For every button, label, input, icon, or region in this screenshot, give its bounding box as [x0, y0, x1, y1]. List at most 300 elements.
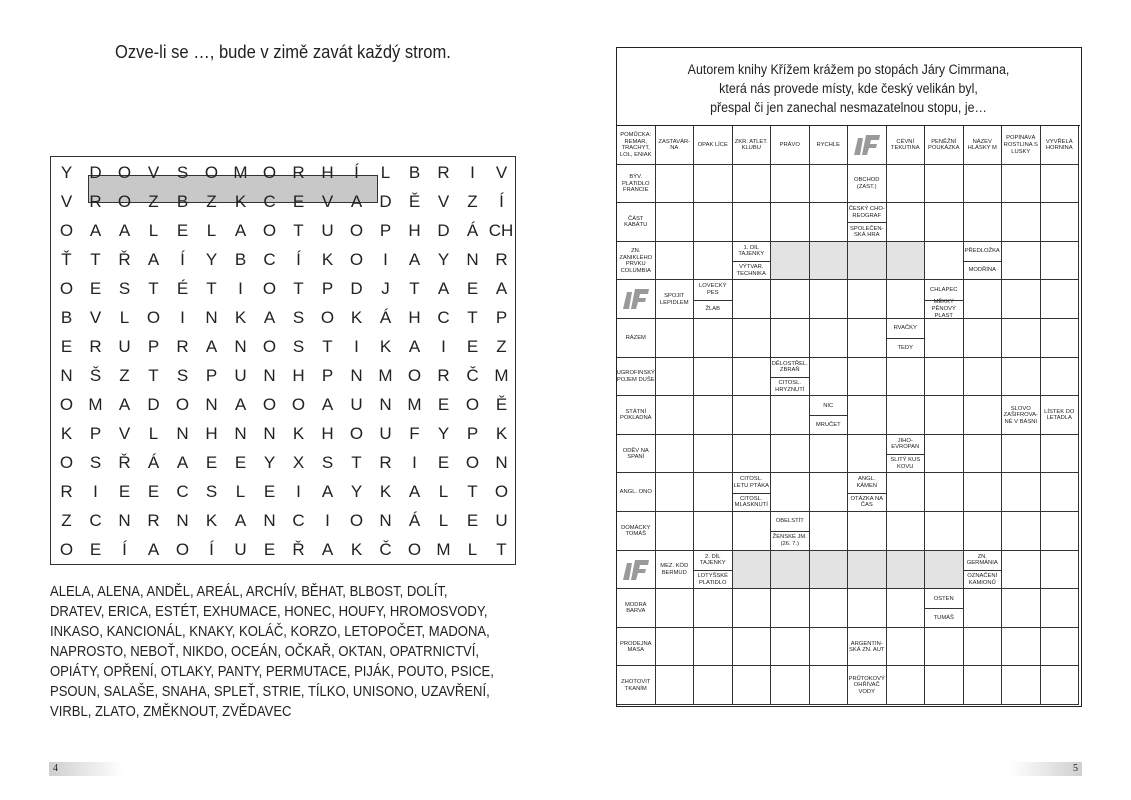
wordsearch-letter: L	[235, 482, 246, 501]
answer-cell[interactable]	[810, 512, 849, 551]
wordsearch-letter: F	[409, 424, 420, 443]
wordsearch-letter: A	[408, 250, 421, 269]
clue-text: CITOSL. HRYZNUTÍ	[775, 379, 805, 393]
clue-text: UGROFINSKÝ POJEM DUŠE	[616, 370, 655, 383]
answer-cell[interactable]	[1002, 473, 1041, 512]
wordsearch-letter: I	[325, 511, 330, 530]
answer-cell[interactable]	[771, 280, 810, 319]
answer-cell[interactable]	[694, 203, 733, 242]
answer-cell[interactable]	[925, 628, 964, 667]
answer-cell[interactable]	[694, 512, 733, 551]
answer-cell[interactable]	[925, 242, 964, 281]
clue-text: ZN. ZANIKLÉHO PRVKU COLUMBIA	[619, 247, 653, 274]
wordsearch-letter: S	[292, 337, 305, 356]
answer-cell[interactable]	[964, 589, 1003, 628]
wordsearch-letter: D	[147, 395, 160, 414]
header-clue-cell	[810, 126, 849, 165]
wordsearch-letter: A	[350, 192, 363, 211]
wordsearch-letter: P	[379, 221, 392, 240]
answer-cell[interactable]	[694, 396, 733, 435]
answer-cell[interactable]	[733, 512, 772, 551]
answer-cell[interactable]	[1041, 473, 1080, 512]
answer-cell[interactable]	[964, 165, 1003, 204]
inner-clue-cell	[964, 242, 1003, 281]
clue-text: CHLAPEC	[930, 286, 958, 293]
answer-cell[interactable]	[887, 280, 926, 319]
row-clue-cell	[617, 203, 656, 242]
wordsearch-letter: E	[205, 453, 218, 472]
wordsearch-letter: R	[437, 366, 450, 385]
wordsearch-letter: C	[176, 482, 189, 501]
wordsearch-letter: H	[321, 163, 334, 182]
answer-cell[interactable]	[887, 589, 926, 628]
answer-cell[interactable]	[694, 242, 733, 281]
wordsearch-letter: A	[408, 337, 421, 356]
inner-clue-cell	[656, 280, 695, 319]
clue-text: ČÁST KABÁTU	[624, 215, 648, 229]
wordsearch-letter: Ě	[495, 395, 508, 414]
wordsearch-letter: L	[148, 424, 159, 443]
wordsearch-letter: Í	[499, 192, 504, 211]
answer-cell[interactable]	[848, 242, 887, 281]
answer-cell[interactable]	[694, 319, 733, 358]
wordsearch-letter: P	[147, 337, 160, 356]
wordsearch-letter: L	[438, 511, 449, 530]
wordsearch-letter: A	[118, 395, 131, 414]
wordsearch-letter: R	[60, 482, 73, 501]
clue-text: OPAK LÍCE	[697, 142, 728, 148]
answer-cell[interactable]	[1002, 319, 1041, 358]
wordsearch-letter: V	[437, 192, 450, 211]
answer-cell[interactable]	[694, 666, 733, 705]
header-clue-cell	[1041, 126, 1080, 165]
answer-cell[interactable]	[656, 165, 695, 204]
wordsearch-letter: E	[60, 337, 73, 356]
clue-text: ARGENTIN-SKÁ ZN. AUT	[849, 640, 885, 654]
answer-cell[interactable]	[925, 165, 964, 204]
wordsearch-letter: C	[263, 192, 276, 211]
answer-cell[interactable]	[925, 666, 964, 705]
answer-cell[interactable]	[848, 435, 887, 474]
wordsearch-letter: A	[147, 250, 160, 269]
clue-text: TUMÁŠ	[933, 614, 954, 621]
answer-cell[interactable]	[1002, 628, 1041, 667]
word-list-line: VIRBL, ZLATO, ZMĚKNOUT, ZVĚDAVEC	[50, 704, 292, 720]
wordsearch-letter: U	[321, 221, 334, 240]
wordsearch-letter: A	[321, 395, 334, 414]
answer-cell[interactable]	[925, 396, 964, 435]
wordsearch-letter: O	[59, 279, 74, 298]
wordsearch-letter: O	[494, 482, 509, 501]
answer-cell[interactable]	[1041, 242, 1080, 281]
clue-text: MEZ. KÓD BERMUD	[660, 563, 689, 576]
answer-cell[interactable]	[771, 473, 810, 512]
answer-cell[interactable]	[887, 628, 926, 667]
wordsearch-letter: N	[379, 511, 392, 530]
answer-cell[interactable]	[1002, 280, 1041, 319]
wordsearch-letter: L	[206, 221, 217, 240]
wordsearch-letter: N	[205, 308, 218, 327]
wordsearch-title: Ozve-li se …, bude v zimě zavát každý strom.	[115, 42, 451, 62]
answer-cell[interactable]	[656, 203, 695, 242]
answer-cell[interactable]	[771, 319, 810, 358]
wordsearch-letter: A	[89, 221, 102, 240]
row-clue-cell	[617, 435, 656, 474]
clue-text: RÁZEM	[625, 335, 646, 341]
wordsearch-letter: E	[437, 453, 450, 472]
answer-cell[interactable]	[1002, 589, 1041, 628]
answer-cell[interactable]	[733, 396, 772, 435]
wordsearch-letter: O	[349, 250, 364, 269]
inner-clue-cell	[964, 551, 1003, 590]
wordsearch-letter: I	[93, 482, 98, 501]
answer-cell[interactable]	[964, 473, 1003, 512]
answer-cell[interactable]	[887, 396, 926, 435]
answer-cell[interactable]	[925, 512, 964, 551]
wordsearch-letter: I	[238, 279, 243, 298]
answer-cell[interactable]	[925, 203, 964, 242]
answer-cell[interactable]	[964, 280, 1003, 319]
inner-clue-cell	[810, 396, 849, 435]
answer-cell[interactable]	[887, 666, 926, 705]
inner-clue-cell	[1041, 396, 1080, 435]
inner-clue-cell	[771, 358, 810, 397]
answer-cell[interactable]	[1041, 358, 1080, 397]
answer-cell[interactable]	[656, 666, 695, 705]
clue-text: OSTEN	[933, 595, 954, 602]
answer-cell[interactable]	[1002, 435, 1041, 474]
answer-cell[interactable]	[1041, 512, 1080, 551]
wordsearch-letter: U	[234, 366, 247, 385]
wordsearch-letter: T	[206, 279, 217, 298]
wordsearch-letter: V	[147, 163, 160, 182]
answer-cell[interactable]	[656, 242, 695, 281]
wordsearch-letter: C	[89, 511, 102, 530]
answer-cell[interactable]	[925, 358, 964, 397]
answer-cell[interactable]	[656, 589, 695, 628]
wordsearch-letter: Ř	[118, 250, 131, 269]
wordsearch-letter: M	[378, 366, 393, 385]
answer-cell[interactable]	[810, 551, 849, 590]
answer-cell[interactable]	[887, 165, 926, 204]
inner-clue-cell	[887, 435, 926, 474]
answer-cell[interactable]	[848, 358, 887, 397]
answer-cell[interactable]	[771, 551, 810, 590]
word-list-line: NAPROSTO, NEBOŤ, NIKDO, OCEÁN, OČKAŘ, OKTAN, OPATRNICTVÍ,	[50, 644, 480, 660]
wordsearch-letter: K	[379, 482, 392, 501]
answer-cell[interactable]	[1041, 666, 1080, 705]
answer-cell[interactable]	[1041, 435, 1080, 474]
wordsearch-letter: Č	[379, 540, 392, 559]
answer-cell[interactable]	[694, 165, 733, 204]
row-clue-cell	[617, 666, 656, 705]
answer-cell[interactable]	[694, 358, 733, 397]
wordsearch-letter: S	[321, 453, 334, 472]
answer-cell[interactable]	[733, 628, 772, 667]
clue-text: VYVŘELÁ HORNINA	[1045, 138, 1073, 152]
answer-cell[interactable]	[1041, 551, 1080, 590]
answer-cell[interactable]	[771, 165, 810, 204]
wordsearch-letter: S	[118, 279, 131, 298]
clue-text: DĚLOSTŘEL. ZBRAŇ	[771, 360, 808, 374]
inner-clue-cell	[733, 242, 772, 281]
answer-cell[interactable]	[887, 242, 926, 281]
answer-cell[interactable]	[810, 203, 849, 242]
wordsearch-letter: L	[119, 308, 130, 327]
answer-cell[interactable]	[887, 358, 926, 397]
wordsearch-letter: N	[118, 511, 131, 530]
answer-cell[interactable]	[810, 165, 849, 204]
answer-cell[interactable]	[810, 473, 849, 512]
crossword-puzzle	[616, 47, 1082, 707]
answer-cell[interactable]	[733, 551, 772, 590]
answer-cell[interactable]	[1002, 165, 1041, 204]
wordsearch-letter: A	[408, 482, 421, 501]
answer-cell[interactable]	[925, 473, 964, 512]
wordsearch-letter: K	[379, 337, 392, 356]
wordsearch-letter: N	[263, 366, 276, 385]
answer-cell[interactable]	[1041, 280, 1080, 319]
answer-cell[interactable]	[964, 396, 1003, 435]
answer-cell[interactable]	[887, 203, 926, 242]
clue-text: 1. DÍL TAJENKY	[738, 244, 765, 258]
answer-cell[interactable]	[771, 242, 810, 281]
answer-cell[interactable]	[964, 358, 1003, 397]
wordsearch-letter: A	[321, 540, 334, 559]
clue-text: ŽLAB	[705, 306, 720, 313]
wordsearch-letter: D	[379, 192, 392, 211]
clue-text: ODĚV NA SPANÍ	[622, 447, 649, 461]
wordsearch-letter: O	[59, 221, 74, 240]
publisher-logo-icon	[622, 559, 650, 581]
wordsearch-letter: L	[148, 221, 159, 240]
answer-cell[interactable]	[771, 666, 810, 705]
wordsearch-letter: M	[233, 163, 248, 182]
wordsearch-letter: D	[89, 163, 102, 182]
answer-cell[interactable]	[848, 512, 887, 551]
wordsearch-letter: T	[467, 482, 478, 501]
wordsearch-letter: P	[321, 279, 334, 298]
answer-cell[interactable]	[810, 319, 849, 358]
wordsearch-letter: K	[292, 424, 305, 443]
clue-text: OZNAČENÍ KAMIONŮ	[967, 572, 998, 586]
answer-cell[interactable]	[925, 435, 964, 474]
wordsearch-letter: O	[349, 511, 364, 530]
answer-cell[interactable]	[887, 551, 926, 590]
answer-cell[interactable]	[848, 319, 887, 358]
clue-text: OTÁZKA NA ČAS	[850, 495, 884, 509]
answer-cell[interactable]	[964, 319, 1003, 358]
inner-clue-cell	[848, 473, 887, 512]
crossword-title-line: přespal či jen zanechal nesmazatelnou stopu, je…	[710, 100, 987, 115]
answer-cell[interactable]	[1002, 666, 1041, 705]
answer-cell[interactable]	[1041, 203, 1080, 242]
wordsearch-letter: U	[118, 337, 131, 356]
wordsearch-letter: I	[412, 453, 417, 472]
answer-cell[interactable]	[848, 280, 887, 319]
wordsearch-letter-ch: CH	[488, 221, 514, 240]
wordsearch-letter: B	[234, 250, 247, 269]
clue-text: OBELSTÍT	[775, 518, 804, 525]
answer-cell[interactable]	[810, 666, 849, 705]
answer-cell[interactable]	[1002, 512, 1041, 551]
wordsearch-letter: V	[89, 308, 102, 327]
answer-cell[interactable]	[656, 358, 695, 397]
answer-cell[interactable]	[810, 628, 849, 667]
clue-text: NIC	[823, 402, 834, 409]
wordsearch-letter: U	[234, 540, 247, 559]
crossword-grid	[617, 126, 1080, 706]
answer-cell[interactable]	[771, 589, 810, 628]
wordsearch-letter: E	[437, 395, 450, 414]
answer-cell[interactable]	[1002, 203, 1041, 242]
wordsearch-letter: A	[118, 221, 131, 240]
answer-cell[interactable]	[694, 473, 733, 512]
answer-cell[interactable]	[810, 280, 849, 319]
answer-cell[interactable]	[810, 589, 849, 628]
wordsearch-letter: N	[60, 366, 73, 385]
clue-text: CITOSL. LETU PTÁKA	[733, 476, 769, 490]
wordsearch-letter: N	[176, 511, 189, 530]
answer-cell[interactable]	[771, 435, 810, 474]
answer-cell[interactable]	[1002, 551, 1041, 590]
header-clue-cell	[656, 126, 695, 165]
word-list-line: OPIÁTY, OPŘENÍ, OTLAKY, PANTY, PERMUTACE, PIJÁK, POUTO, PSICE,	[50, 664, 494, 680]
wordsearch-letter: Ř	[118, 453, 131, 472]
answer-cell[interactable]	[656, 512, 695, 551]
answer-cell[interactable]	[733, 435, 772, 474]
answer-cell[interactable]	[1041, 319, 1080, 358]
answer-cell[interactable]	[1041, 589, 1080, 628]
answer-cell[interactable]	[810, 435, 849, 474]
answer-cell[interactable]	[1041, 165, 1080, 204]
answer-cell[interactable]	[733, 203, 772, 242]
wordsearch-letter: D	[437, 221, 450, 240]
answer-cell[interactable]	[925, 319, 964, 358]
wordsearch-letter: I	[470, 163, 475, 182]
clue-text: BÝV. PLATIDLO FRANCIE	[621, 174, 650, 194]
answer-cell[interactable]	[733, 319, 772, 358]
answer-cell[interactable]	[848, 396, 887, 435]
answer-cell[interactable]	[964, 666, 1003, 705]
wordsearch-letter: S	[292, 308, 305, 327]
wordsearch-letter: Š	[89, 366, 102, 385]
answer-cell[interactable]	[887, 512, 926, 551]
answer-cell[interactable]	[694, 435, 733, 474]
answer-cell[interactable]	[733, 280, 772, 319]
clue-text: OBCHOD (ZAST.)	[854, 177, 880, 190]
answer-cell[interactable]	[848, 589, 887, 628]
clue-text: DOMÁCKY TOMÁŠ	[621, 524, 651, 538]
wordsearch-letter: V	[60, 192, 73, 211]
wordsearch-letter: T	[409, 279, 420, 298]
inner-clue-cell	[887, 319, 926, 358]
wordsearch-letter: R	[176, 337, 189, 356]
answer-cell[interactable]	[887, 473, 926, 512]
row-clue-cell	[617, 165, 656, 204]
clue-text: ANGL. KÁMEN	[856, 476, 878, 490]
answer-cell[interactable]	[694, 628, 733, 667]
answer-cell[interactable]	[771, 628, 810, 667]
answer-cell[interactable]	[964, 512, 1003, 551]
answer-cell[interactable]	[656, 628, 695, 667]
wordsearch-letter: Z	[467, 192, 478, 211]
answer-cell[interactable]	[694, 589, 733, 628]
answer-cell[interactable]	[656, 435, 695, 474]
wordsearch-letter: O	[349, 424, 364, 443]
wordsearch-letter: T	[148, 366, 159, 385]
crossword-title-line: která nás provede místy, kde český velikán byl,	[719, 81, 978, 96]
wordsearch-letter: T	[293, 279, 304, 298]
answer-cell[interactable]	[848, 551, 887, 590]
wordsearch-letter: K	[350, 540, 363, 559]
clue-text: POPÍNAVÁ ROSTLINA S LUSKY	[1003, 135, 1038, 155]
wordsearch-letter: M	[436, 540, 451, 559]
row-clue-cell	[617, 280, 656, 319]
row-clue-cell	[617, 396, 656, 435]
wordsearch-letter: A	[234, 395, 247, 414]
wordsearch-letter: Í	[209, 540, 214, 559]
answer-cell[interactable]	[733, 165, 772, 204]
answer-cell[interactable]	[964, 435, 1003, 474]
answer-cell[interactable]	[656, 319, 695, 358]
answer-cell[interactable]	[964, 628, 1003, 667]
wordsearch-letter: N	[263, 424, 276, 443]
clue-text: ZN. GERMÁNIA	[966, 553, 998, 567]
answer-cell[interactable]	[1041, 628, 1080, 667]
answer-cell[interactable]	[771, 396, 810, 435]
answer-cell[interactable]	[733, 589, 772, 628]
wordsearch-letter: N	[350, 366, 363, 385]
wordsearch-letter: Y	[60, 163, 73, 182]
wordsearch-letter: Á	[379, 308, 392, 327]
wordsearch-letter: A	[495, 279, 508, 298]
answer-cell[interactable]	[771, 203, 810, 242]
wordsearch-letter: S	[89, 453, 102, 472]
answer-cell[interactable]	[656, 396, 695, 435]
wordsearch-letter: É	[176, 279, 189, 298]
wordsearch-letter: C	[292, 511, 305, 530]
wordsearch-letter: R	[89, 192, 102, 211]
answer-cell[interactable]	[810, 242, 849, 281]
answer-cell[interactable]	[1002, 242, 1041, 281]
answer-cell[interactable]	[733, 666, 772, 705]
wordsearch-letter: E	[118, 482, 131, 501]
clue-text: POMŮCKA: REMAR, TRACHYT, LOL, ENIAK	[619, 132, 652, 158]
wordsearch-letter: M	[407, 395, 422, 414]
wordsearch-letter: P	[89, 424, 102, 443]
clue-text: SPOJIT LEPIDLEM	[659, 293, 689, 306]
answer-cell[interactable]	[925, 551, 964, 590]
wordsearch-letter: C	[437, 308, 450, 327]
wordsearch-letter: B	[176, 192, 189, 211]
wordsearch-letter: E	[466, 511, 479, 530]
word-list-line: PSOUN, SALAŠE, SNAHA, SPLEŤ, STRIE, TÍLKO, UNISONO, UZAVŘENÍ,	[50, 684, 490, 700]
answer-cell[interactable]	[656, 473, 695, 512]
answer-cell[interactable]	[1002, 358, 1041, 397]
wordsearch-letter: O	[117, 192, 132, 211]
wordsearch-letter: T	[351, 453, 362, 472]
wordsearch-letter: T	[148, 279, 159, 298]
wordsearch-letter: O	[204, 163, 219, 182]
wordsearch-letter: N	[379, 395, 392, 414]
publisher-logo-icon	[622, 288, 650, 310]
answer-cell[interactable]	[810, 358, 849, 397]
answer-cell[interactable]	[733, 358, 772, 397]
clue-text: ČESKÝ CHO-REOGRAF	[848, 206, 885, 219]
answer-cell[interactable]	[964, 203, 1003, 242]
clue-text: RYCHLE	[816, 142, 840, 148]
